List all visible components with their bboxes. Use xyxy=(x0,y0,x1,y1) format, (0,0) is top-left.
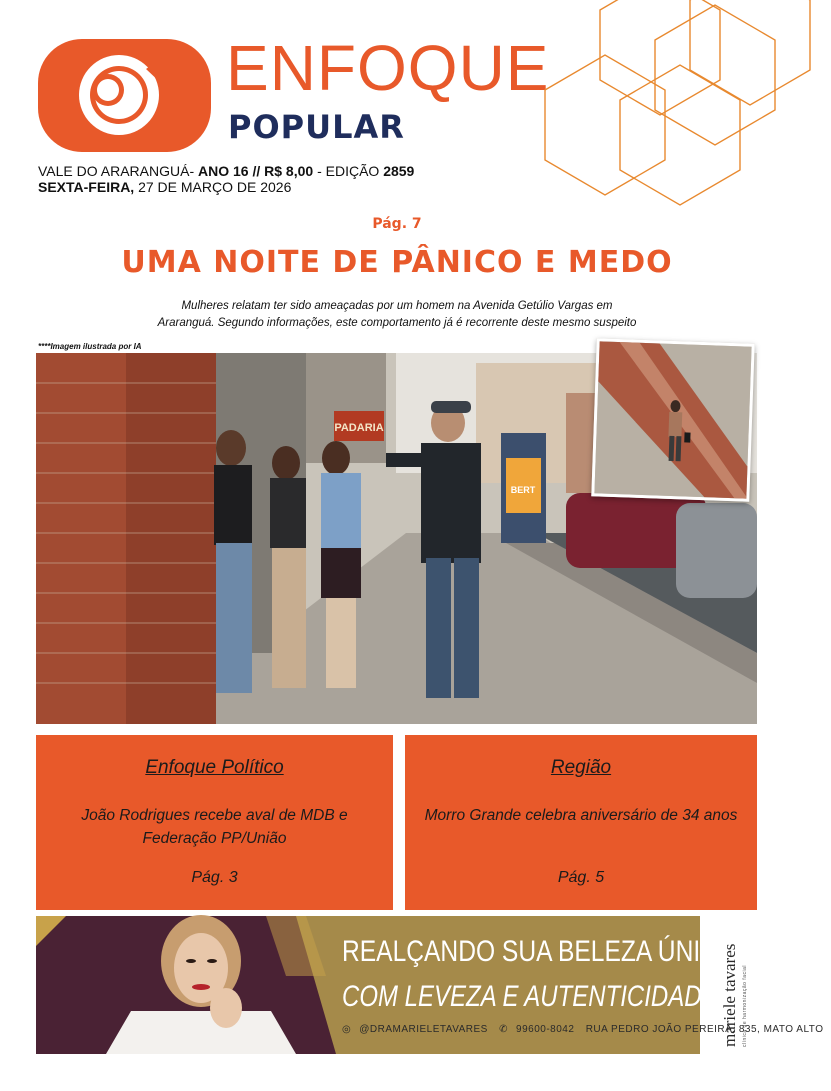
ad-instagram[interactable]: @DRAMARIELETAVARES xyxy=(359,1024,488,1035)
ad-brand-tagline: clínica de harmonização facial xyxy=(742,965,748,1047)
masthead-subtitle: POPULAR xyxy=(228,108,405,146)
lead-headline: UMA NOITE DE PÂNICO E MEDO xyxy=(121,245,673,280)
edition-line xyxy=(38,163,414,180)
card-summary: João Rodrigues recebe aval de MDB e Federação PP/União xyxy=(81,807,348,847)
ai-image-note: ****Imagem ilustrada por IA xyxy=(38,342,142,351)
lead-deck xyxy=(150,298,644,332)
security-camera-still xyxy=(594,341,751,498)
shelter-ad-text: BERT xyxy=(510,485,536,495)
instagram-icon: ◎ xyxy=(342,1024,352,1035)
card-regiao[interactable] xyxy=(405,735,757,910)
inset-photo xyxy=(591,338,754,501)
date-line xyxy=(38,179,291,196)
women-figures xyxy=(214,430,361,693)
masthead-title: ENFOQUE xyxy=(226,32,550,104)
card-summary: Morro Grande celebra aniversário de 34 anos xyxy=(424,807,738,824)
ad-headline: REALÇANDO SUA BELEZA ÚNICA, xyxy=(342,935,742,968)
date-weekday: SEXTA-FEIRA, xyxy=(38,179,135,195)
card-page-reference: Pág. 3 xyxy=(191,869,238,886)
ad-contact-line xyxy=(342,1024,831,1035)
edition-number: 2859 xyxy=(383,163,415,179)
card-page-reference: Pág. 5 xyxy=(557,869,605,886)
decorative-hexagons xyxy=(540,0,794,220)
ad-address: RUA PEDRO JOÃO PEREIRA, 835, MATO ALTO xyxy=(585,1024,824,1035)
ad-brand-name: mariele tavares xyxy=(720,943,739,1047)
ad-subline: COM LEVEZA E AUTENTICIDADE xyxy=(342,980,718,1013)
lead-deck-line-2: Araranguá. Segundo informações, este comportamento já é recorrente deste mesmo suspeito xyxy=(157,317,637,329)
edition-label: - EDIÇÃO xyxy=(313,163,384,179)
padaria-sign: PADARIA xyxy=(334,422,384,434)
lead-deck-line-1: Mulheres relatam ter sido ameaçadas por um homem na Avenida Getúlio Vargas em xyxy=(181,300,613,312)
edition-year-price: ANO 16 // R$ 8,00 xyxy=(198,163,314,179)
ad-brand-logo xyxy=(705,925,755,1050)
card-title[interactable]: Região xyxy=(550,757,612,778)
eye-logo-icon xyxy=(38,39,211,152)
logo-mark xyxy=(38,39,211,152)
date-value: 27 DE MARÇO DE 2026 xyxy=(134,179,292,195)
ad-phone[interactable]: 99600-8042 xyxy=(516,1024,575,1035)
lead-page-reference: Pág. 7 xyxy=(372,216,422,232)
card-enfoque-politico[interactable] xyxy=(36,735,393,910)
edition-region: VALE DO ARARANGUÁ- xyxy=(38,163,199,179)
card-title[interactable]: Enfoque Político xyxy=(145,757,284,778)
whatsapp-icon: ✆ xyxy=(499,1024,509,1035)
